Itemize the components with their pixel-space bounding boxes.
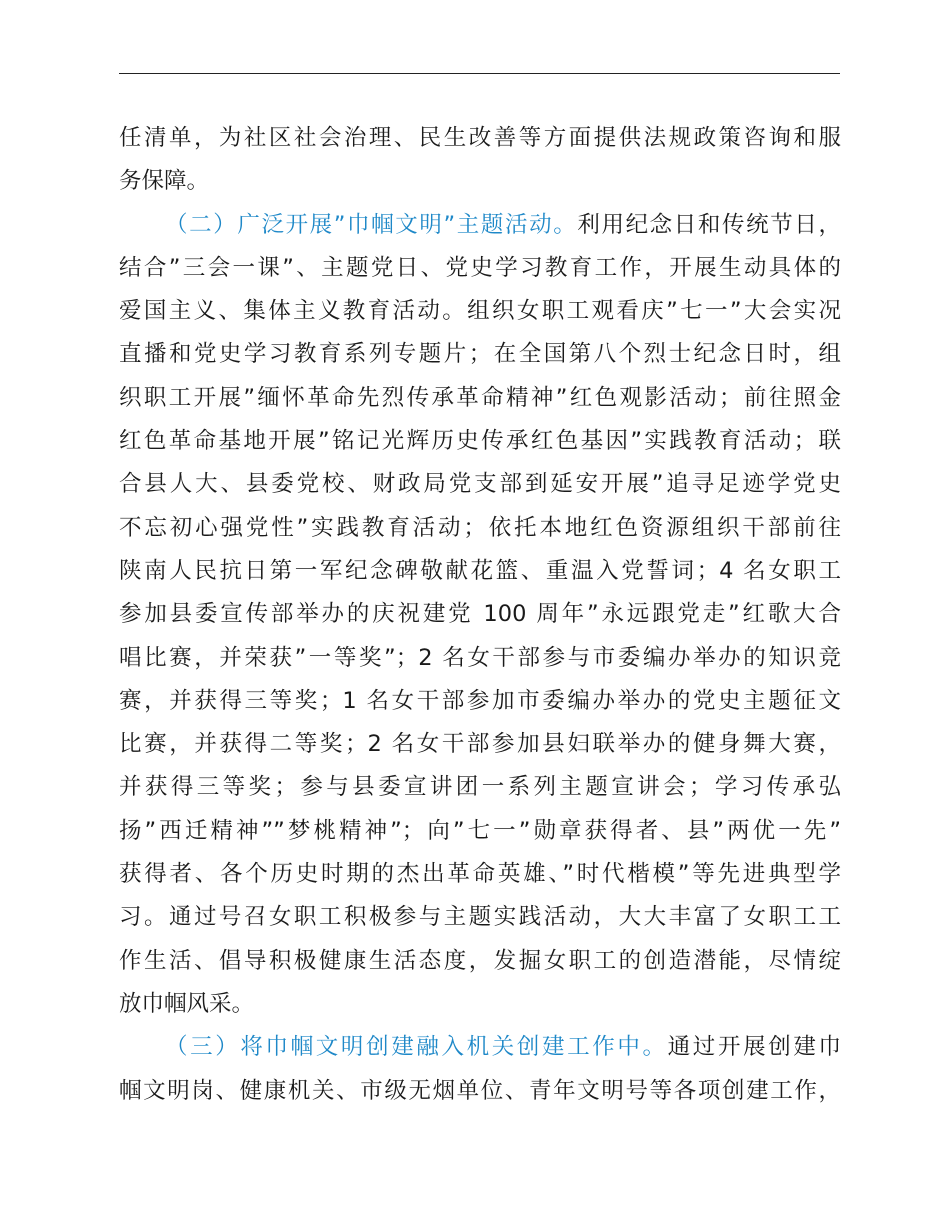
text-span: 利用纪念日和传统节日， (577, 211, 841, 238)
paragraph-first-line (119, 1026, 841, 1069)
text-line: 红色革命基地开展”铭记光辉历史传承红色基因”实践教育活动；联 (119, 428, 841, 455)
header-rule (119, 73, 840, 74)
text-line: 放巾帼风采。 (119, 990, 255, 1017)
text-line: 陕南人民抗日第一军纪念碑敬献花篮、重温入党誓词；4 名女职工 (119, 557, 841, 584)
text-line: 帼文明岗、健康机关、市级无烟单位、青年文明号等各项创建工作， (119, 1077, 841, 1104)
text-line: 务保障。 (119, 168, 210, 195)
text-span: 通过开展创建巾 (667, 1034, 841, 1061)
text-line: 并获得三等奖；参与县委宣讲团一系列主题宣讲会；学习传承弘 (119, 774, 841, 801)
text-line: 比赛，并获得二等奖；2 名女干部参加县妇联举办的健身舞大赛， (119, 731, 841, 758)
text-line: 结合”三会一课”、主题党日、党史学习教育工作，开展生动具体的 (119, 254, 841, 281)
text-line: 织职工开展”缅怀革命先烈传承革命精神”红色观影活动；前往照金 (119, 384, 841, 411)
section-heading: （二）广泛开展”巾帼文明”主题活动。 (165, 211, 578, 238)
text-line: 赛，并获得三等奖；1 名女干部参加市委编办举办的党史主题征文 (119, 687, 841, 714)
text-line: 唱比赛，并荣获”一等奖”；2 名女干部参与市委编办举办的知识竞 (119, 644, 841, 671)
paragraph-3 (119, 1026, 841, 1113)
body-text (119, 117, 841, 1113)
text-line: 获得者、各个历史时期的杰出革命英雄、”时代楷模”等先进典型学 (119, 861, 841, 888)
text-line: 任清单，为社区社会治理、民生改善等方面提供法规政策咨询和服 (119, 125, 841, 151)
text-line: 作生活、倡导积极健康生活态度，发掘女职工的创造潜能，尽情绽 (119, 947, 841, 974)
text-line: 不忘初心强党性”实践教育活动；依托本地红色资源组织干部前往 (119, 514, 841, 541)
text-line: 参加县委宣传部举办的庆祝建党 100 周年”永远跟党走”红歌大合 (119, 601, 841, 628)
paragraph-first-line (119, 204, 841, 247)
text-line: 扬”西迁精神””梦桃精神”；向”七一”勋章获得者、县”两优一先” (119, 817, 841, 844)
section-heading: （三）将巾帼文明创建融入机关创建工作中。 (165, 1034, 668, 1061)
paragraph-1 (119, 117, 841, 204)
text-line: 习。通过号召女职工积极参与主题实践活动，大大丰富了女职工工 (119, 904, 841, 931)
text-line: 直播和党史学习教育系列专题片；在全国第八个烈士纪念日时，组 (119, 341, 841, 368)
text-line: 合县人大、县委党校、财政局党支部到延安开展”追寻足迹学党史 (119, 471, 841, 498)
text-line: 爱国主义、集体主义教育活动。组织女职工观看庆”七一”大会实况 (119, 298, 841, 325)
paragraph-2 (119, 204, 841, 1027)
